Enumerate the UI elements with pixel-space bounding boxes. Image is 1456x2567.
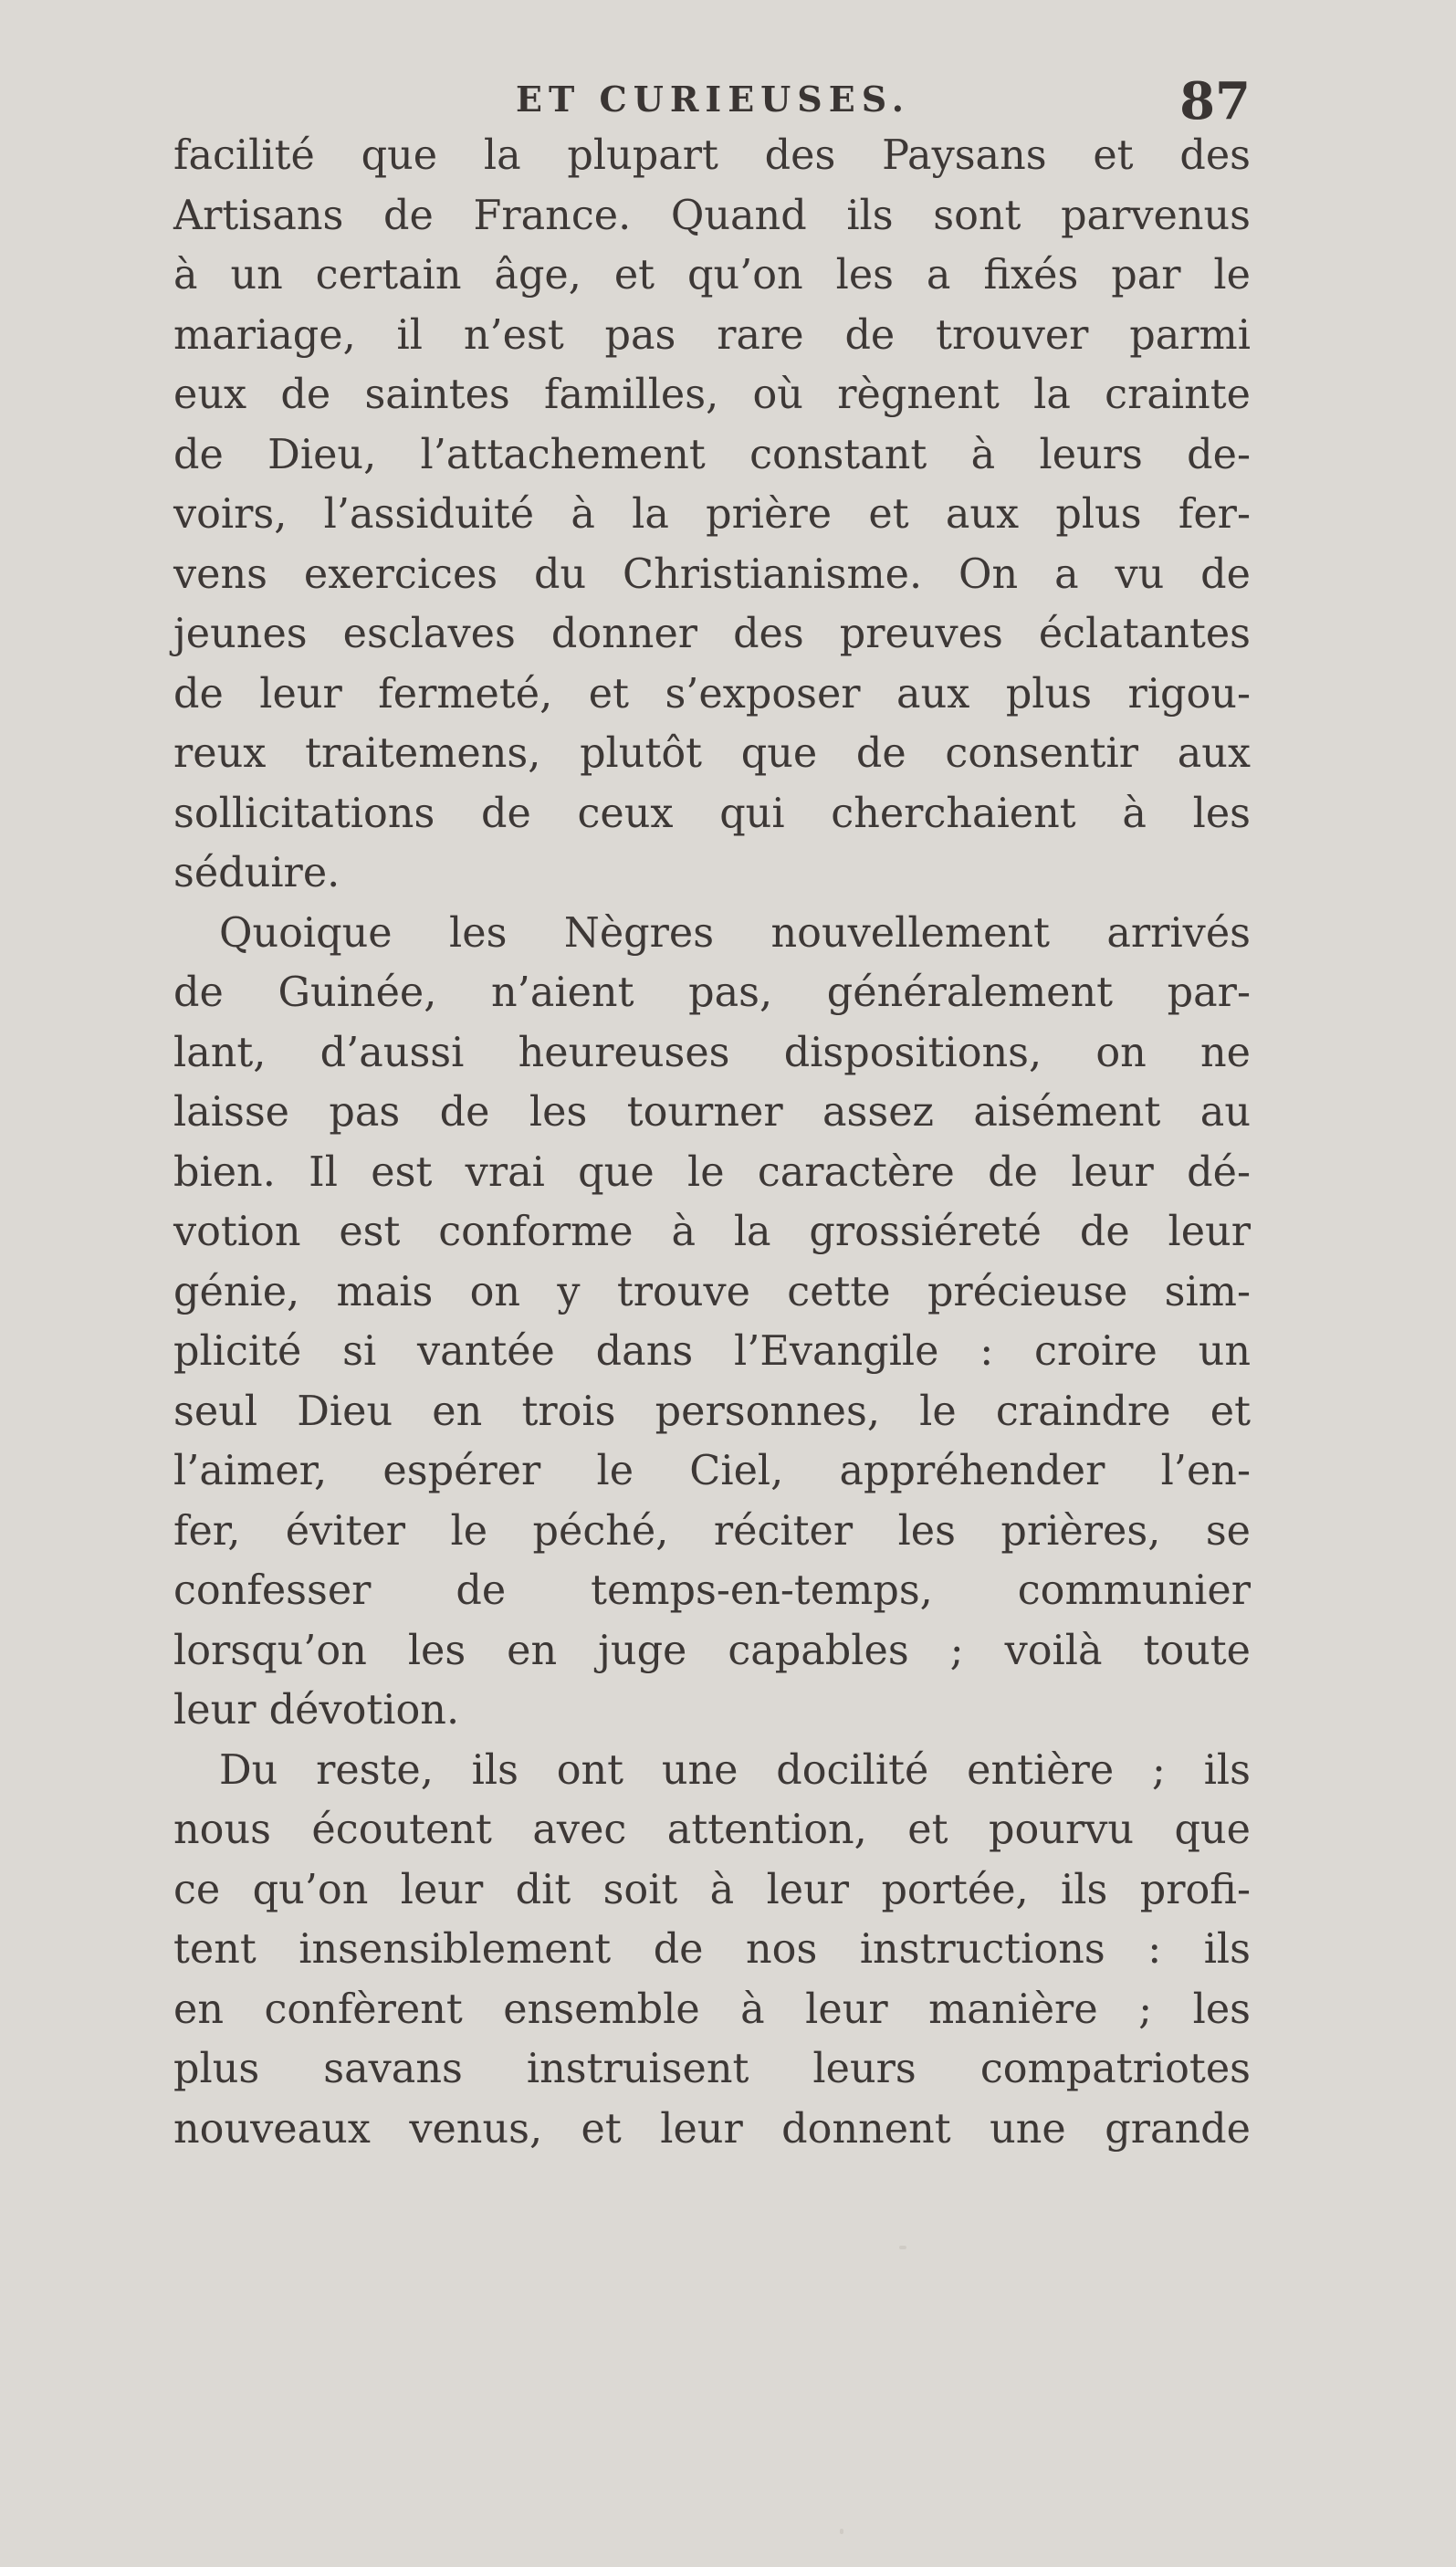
text-line: nous écoutent avec attention, et pourvu que bbox=[173, 1807, 1251, 1853]
text-line: Du reste, ils ont une docilité entière ; ils bbox=[219, 1746, 1251, 1794]
paragraph-3 bbox=[173, 1741, 1251, 2160]
text-line: de Dieu, l’attachement constant à leurs de- bbox=[173, 431, 1251, 478]
text-line: reux traitemens, plutôt que de consentir aux bbox=[173, 730, 1251, 777]
text-line: de leur fermeté, et s’exposer aux plus rigou- bbox=[173, 670, 1251, 718]
text-line: lant, d’aussi heureuses dispositions, on ne bbox=[173, 1029, 1251, 1076]
text-line: votion est conforme à la grossiéreté de leur bbox=[173, 1209, 1251, 1255]
paper-speck bbox=[899, 2246, 906, 2249]
text-line: fer, éviter le péché, réciter les prières, se bbox=[173, 1507, 1251, 1555]
body-text bbox=[173, 126, 1251, 2159]
text-line: mariage, il n’est pas rare de trouver parmi bbox=[173, 311, 1251, 359]
text-line: génie, mais on y trouve cette précieuse sim- bbox=[173, 1268, 1251, 1315]
text-line: confesser de temps-en-temps, communier bbox=[173, 1567, 1251, 1614]
paragraph-1 bbox=[173, 126, 1251, 904]
text-line: laisse pas de les tourner assez aisément au bbox=[173, 1089, 1251, 1136]
text-line: voirs, l’assiduité à la prière et aux plus fer- bbox=[173, 491, 1251, 538]
text-line: eux de saintes familles, où règnent la crainte bbox=[173, 372, 1251, 418]
running-head: ET CURIEUSES. bbox=[516, 79, 911, 120]
text-line: lorsqu’on les en juge capables ; voilà toute bbox=[173, 1627, 1251, 1674]
text-line: nouveaux venus, et leur donnent une grande bbox=[173, 2105, 1251, 2153]
text-line: ce qu’on leur dit soit à leur portée, ils profi- bbox=[173, 1866, 1251, 1913]
text-line: bien. Il est vrai que le caractère de leur dé- bbox=[173, 1148, 1251, 1196]
paper-speck bbox=[840, 2529, 843, 2534]
page-number: 87 bbox=[1179, 71, 1251, 131]
text-line: seul Dieu en trois personnes, le craindre et bbox=[173, 1388, 1251, 1435]
text-line: l’aimer, espérer le Ciel, appréhender l’en- bbox=[173, 1448, 1251, 1494]
text-line: facilité que la plupart des Paysans et des bbox=[173, 132, 1251, 179]
paragraph-2 bbox=[173, 904, 1251, 1741]
text-line: sollicitations de ceux qui cherchaient à les bbox=[173, 790, 1251, 837]
text-line: plus savans instruisent leurs compatriotes bbox=[173, 2046, 1251, 2092]
text-line: à un certain âge, et qu’on les a fixés par le bbox=[173, 252, 1251, 299]
text-line: jeunes esclaves donner des preuves éclatantes bbox=[173, 611, 1251, 657]
text-line: Artisans de France. Quand ils sont parvenus bbox=[173, 192, 1251, 239]
text-line: Quoique les Nègres nouvellement arrivés bbox=[219, 909, 1251, 957]
text-line: vens exercices du Christianisme. On a vu de bbox=[173, 550, 1251, 598]
text-line: séduire. bbox=[173, 850, 340, 896]
text-line: plicité si vantée dans l’Evangile : croire un bbox=[173, 1328, 1251, 1375]
text-line: de Guinée, n’aient pas, généralement par- bbox=[173, 969, 1251, 1016]
text-line: leur dévotion. bbox=[173, 1687, 460, 1734]
text-line: en confèrent ensemble à leur manière ; les bbox=[173, 1985, 1251, 2033]
text-line: tent insensiblement de nos instructions : ils bbox=[173, 1926, 1251, 1973]
